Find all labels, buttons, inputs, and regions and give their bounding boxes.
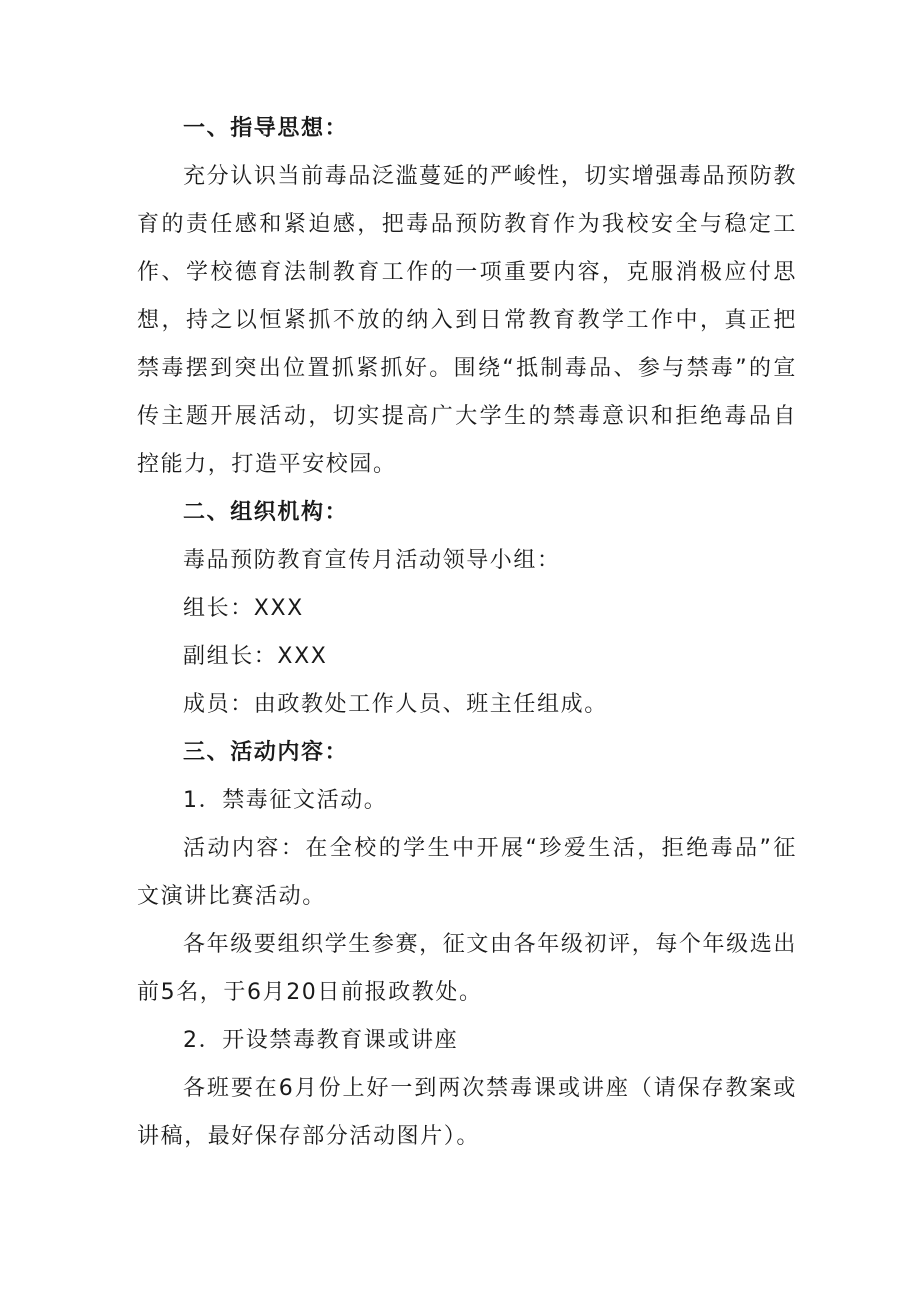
leadership-group-title: 毒品预防教育宣传月活动领导小组： xyxy=(183,548,561,573)
activity-item-essay-content: 活动内容：在全校的学生中开展“珍爱生活，拒绝毒品”征文演讲比赛活动。 xyxy=(137,836,797,909)
document-body xyxy=(137,105,797,1161)
guiding-thought-paragraph: 充分认识当前毒品泛滥蔓延的严峻性，切实增强毒品预防教育的责任感和紧迫感，把毒品预防教育作为我校安全与稳定工作、学校德育法制教育工作的一项重要内容，克服消极应付思想，持之以恒紧抓不放的纳入到日常教育教学工作中，真正把禁毒摆到突出位置抓紧抓好。围绕“抵制毒品、参与禁毒”的宣传主题开展活动，切实提高广大学生的禁毒意识和拒绝毒品自控能力，打造平安校园。 xyxy=(137,164,797,477)
activity-item-essay-title: 1．禁毒征文活动。 xyxy=(183,788,388,813)
group-members: 成员：由政教处工作人员、班主任组成。 xyxy=(183,692,608,717)
group-vice-leader: 副组长：XXX xyxy=(183,644,328,669)
section-heading-organization: 二、组织机构： xyxy=(183,500,349,525)
section-heading-activities: 三、活动内容： xyxy=(183,740,349,765)
section-heading-guiding-thought: 一、指导思想： xyxy=(183,116,349,141)
activity-item-lecture-title: 2．开设禁毒教育课或讲座 xyxy=(183,1028,459,1053)
activity-item-lecture-content: 各班要在6月份上好一到两次禁毒课或讲座（请保存教案或讲稿，最好保存部分活动图片）。 xyxy=(137,1076,797,1149)
activity-item-essay-detail: 各年级要组织学生参赛，征文由各年级初评，每个年级选出前5名，于6月20日前报政教处。 xyxy=(137,932,797,1005)
group-leader: 组长：XXX xyxy=(183,596,304,621)
